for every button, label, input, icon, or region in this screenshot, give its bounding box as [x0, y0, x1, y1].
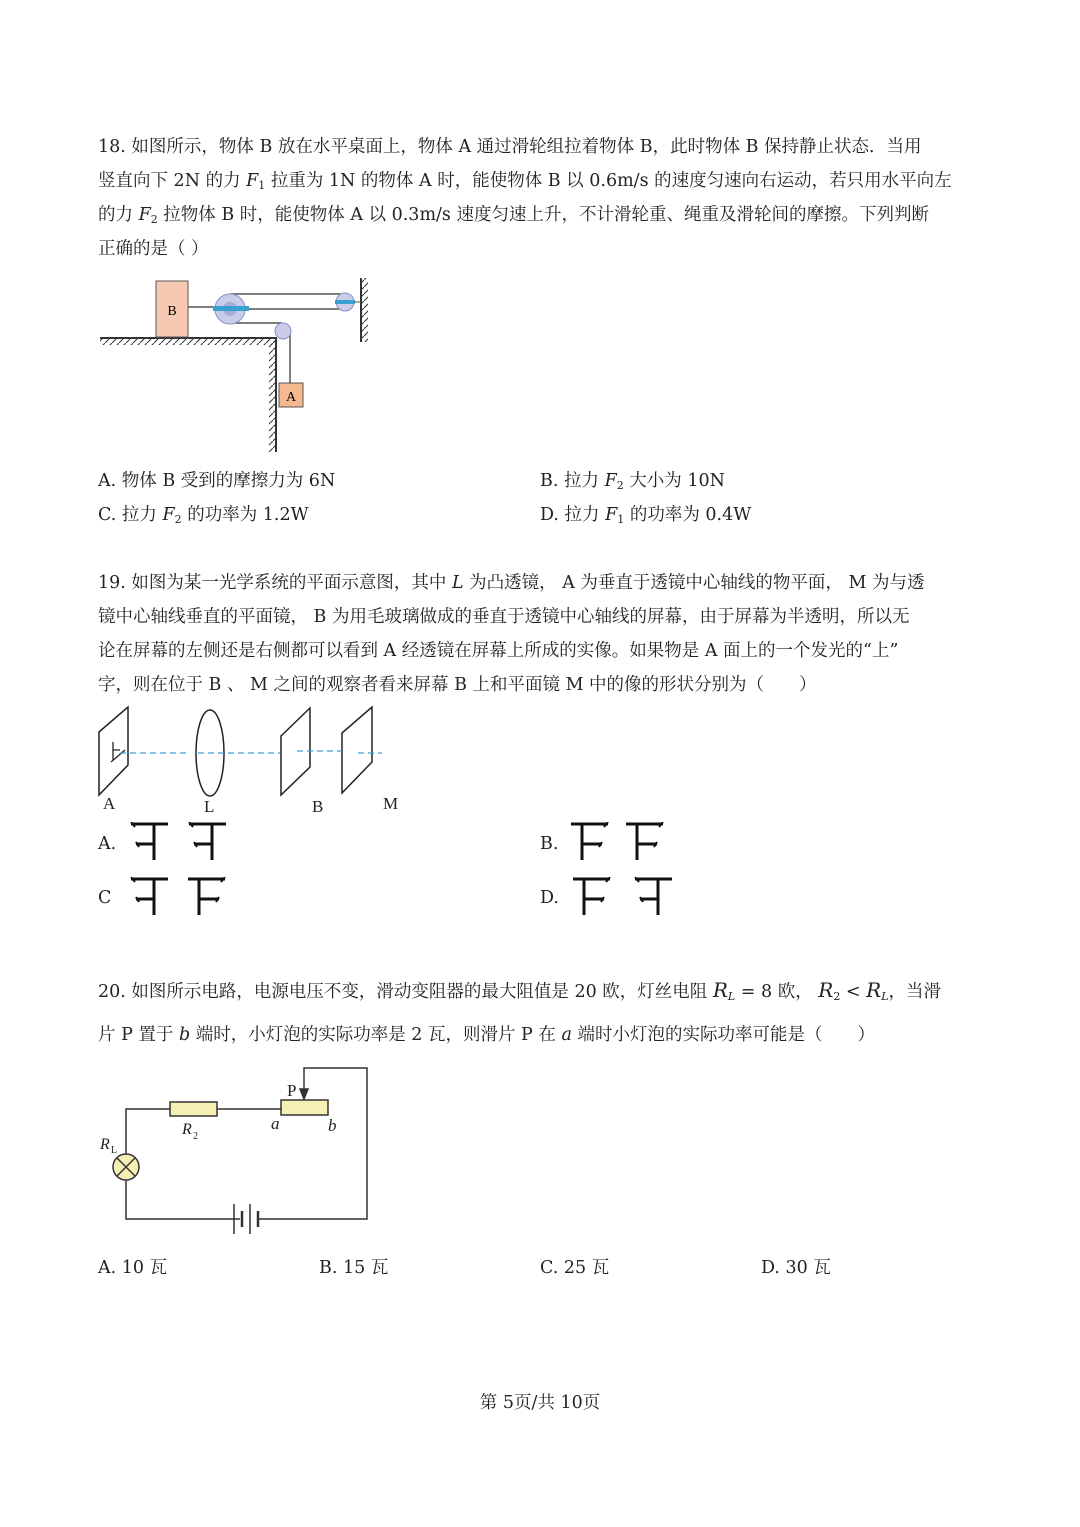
text: 拉物体 B 时，能使物体 A 以 0.3m/s 速度匀速上升，不计滑轮重、绳重及滑轮间的摩擦。下列判断 [157, 205, 929, 225]
image-glyph-left [131, 877, 168, 915]
q19-option-b[interactable]: B. [540, 834, 559, 854]
mirror-m [342, 707, 372, 793]
label-p: P [287, 1081, 297, 1100]
q18-option-c[interactable] [98, 503, 309, 532]
option-glyphs [131, 822, 672, 915]
text: D. 拉力 [540, 505, 606, 525]
q20-option-a[interactable]: A. 10 瓦 [98, 1258, 168, 1278]
image-glyph-right [573, 877, 610, 915]
label-l: L [204, 797, 215, 816]
var-f: F [246, 171, 259, 191]
corner-pulley [275, 323, 291, 339]
sub: L [727, 990, 736, 1003]
label-a: A [285, 390, 297, 405]
sub: 2 [833, 990, 841, 1003]
resistor-r2 [170, 1102, 217, 1116]
sub: 2 [150, 213, 158, 226]
image-glyph-left [189, 822, 226, 860]
var-b: b [178, 1025, 191, 1045]
image-glyph-right [188, 877, 225, 915]
label-b: B [167, 304, 177, 319]
var-l: L [451, 573, 464, 593]
text: 拉重为 1N 的物体 A 时，能使物体 B 以 0.6m/s 的速度匀速向右运动，若只用水平向左 [265, 171, 952, 191]
var-f: F [605, 505, 618, 525]
label-rl: R [100, 1136, 110, 1153]
q20-option-b[interactable]: B. 15 瓦 [319, 1258, 389, 1278]
q18-line-4: 正确的是（ ） [98, 239, 209, 259]
q20-option-d[interactable]: D. 30 瓦 [761, 1258, 831, 1278]
text: C. 拉力 [98, 505, 163, 525]
var-r: R [712, 978, 728, 1002]
label-a: A [103, 794, 116, 813]
q20-option-c[interactable]: C. 25 瓦 [540, 1258, 610, 1278]
circuit-figure [99, 1068, 367, 1234]
q18-line-1: 18. 如图所示，物体 B 放在水平桌面上，物体 A 通过滑轮组拉着物体 B，此时物体 B 保持静止状态．当用 [98, 137, 922, 157]
label-rl-sub: L [111, 1145, 118, 1156]
var-f: F [138, 205, 151, 225]
sub: 2 [174, 513, 182, 526]
sub: 1 [258, 179, 266, 192]
text: 19. 如图为某一光学系统的平面示意图，其中 [98, 573, 452, 593]
text: < [840, 982, 867, 1002]
text: 20. 如图所示电路，电源电压不变，滑动变阻器的最大阻值是 20 欧，灯丝电阻 [98, 982, 713, 1002]
image-glyph-right [626, 822, 663, 860]
sub: L [881, 990, 889, 1003]
text: 片 P 置于 [98, 1025, 179, 1045]
q18-option-a[interactable]: A. 物体 B 受到的摩擦力为 6N [98, 471, 336, 491]
q20-line-2 [98, 1023, 875, 1047]
var-f: F [162, 505, 175, 525]
q19-option-d[interactable]: D. [540, 888, 559, 908]
q19-line-2: 镜中心轴线垂直的平面镜， B 为用毛玻璃做成的垂直于透镜中心轴线的屏幕，由于屏幕为半透明，所以无 [98, 607, 910, 627]
text: ，当滑 [888, 982, 942, 1002]
q19-option-a[interactable]: A. [98, 834, 117, 854]
label-r2: R [182, 1121, 192, 1138]
page-footer: 第 5页/共 10页 [479, 1393, 601, 1413]
var-f: F [604, 471, 617, 491]
text: = 8 欧， [735, 982, 819, 1002]
q18-option-b[interactable] [540, 469, 725, 498]
label-m: M [383, 794, 399, 813]
pulley-figure [100, 278, 368, 452]
image-glyph-left [635, 877, 672, 915]
text: 的力 [98, 205, 139, 225]
sub: 2 [616, 479, 624, 492]
q19-line-3: 论在屏幕的左侧还是右侧都可以看到 A 经透镜在屏幕上所成的实像。如果物是 A 面上的一个发光的“上” [98, 641, 899, 661]
q19-option-c[interactable]: C [98, 888, 112, 908]
sub: 1 [617, 513, 625, 526]
text: B. 拉力 [540, 471, 605, 491]
rheostat [281, 1100, 328, 1115]
text: 为凸透镜， A 为垂直于透镜中心轴线的物平面， M 为与透 [463, 573, 925, 593]
var-a: a [561, 1025, 572, 1045]
label-r2-sub: 2 [193, 1131, 198, 1142]
text: 竖直向下 2N 的力 [98, 171, 247, 191]
text: 的功率为 1.2W [181, 505, 309, 525]
optics-figure [99, 707, 398, 816]
image-glyph-right [571, 822, 608, 860]
q19-line-4: 字，则在位于 B 、 M 之间的观察者看来屏幕 B 上和平面镜 M 中的像的形状分别为（ ） [98, 675, 817, 695]
q20-line-1 [98, 978, 941, 1009]
q18-option-d[interactable] [540, 503, 751, 532]
image-glyph-left [131, 822, 168, 860]
text: 端时小灯泡的实际功率可能是（ ） [571, 1025, 875, 1045]
screen-b [281, 708, 310, 795]
var-r: R [866, 978, 882, 1002]
text: 端时，小灯泡的实际功率是 2 瓦，则滑片 P 在 [190, 1025, 562, 1045]
text: 的功率为 0.4W [624, 505, 752, 525]
text: 大小为 10N [623, 471, 725, 491]
q19-line-1 [98, 571, 924, 595]
label-b: b [328, 1116, 337, 1135]
label-a: a [271, 1114, 280, 1133]
label-b: B [312, 797, 324, 816]
var-r: R [818, 978, 834, 1002]
